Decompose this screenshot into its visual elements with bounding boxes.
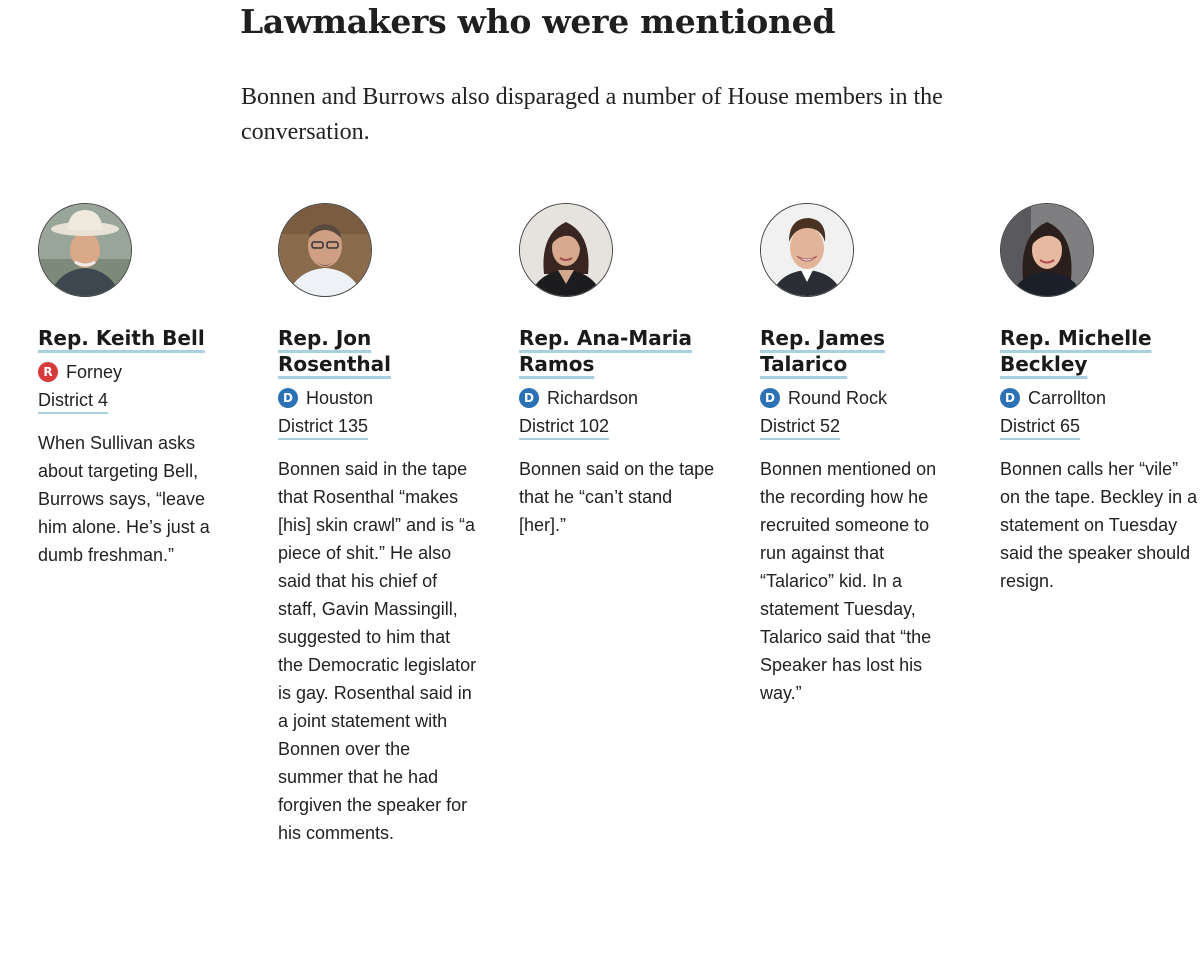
avatar [1000, 203, 1094, 297]
portrait-photo [39, 204, 131, 296]
lawmaker-card-ana-maria-ramos [519, 203, 719, 539]
district-link[interactable]: District 135 [278, 414, 368, 440]
party-city [519, 385, 719, 411]
portrait-photo [761, 204, 853, 296]
lawmaker-name[interactable]: Rep. Ana-Maria Ramos [519, 326, 692, 376]
lawmaker-description: Bonnen mentioned on the recording how he recruited someone to run against that “Talarico” kid. In a statement Tuesday, Talarico said that “the Speaker has lost his way.” [760, 459, 937, 703]
lawmaker-card-michelle-beckley [1000, 203, 1200, 595]
district-link[interactable]: District 65 [1000, 414, 1080, 440]
avatar [278, 203, 372, 297]
portrait-photo [1001, 204, 1093, 296]
city: Round Rock [788, 387, 888, 408]
city: Houston [306, 387, 374, 408]
lawmaker-card-keith-bell [38, 203, 238, 569]
lawmaker-name[interactable]: Rep. Keith Bell [38, 326, 205, 350]
city: Carrollton [1028, 387, 1107, 408]
intro-paragraph: Bonnen and Burrows also disparaged a number of House members in the conversation. [241, 84, 943, 145]
lawmaker-card-james-talarico [760, 203, 960, 707]
portrait-photo [520, 204, 612, 296]
city: Richardson [547, 387, 639, 408]
lawmaker-description: Bonnen calls her “vile” on the tape. Beckley in a statement on Tuesday said the speaker should resign. [1000, 459, 1198, 591]
city: Forney [66, 361, 123, 382]
lawmaker-name[interactable]: Rep. Jon Rosenthal [278, 326, 391, 376]
party-badge: D [1000, 388, 1020, 408]
lawmaker-description: When Sullivan asks about targeting Bell, Burrows says, “leave him alone. He’s just a dumb freshman.” [38, 433, 210, 565]
page-title: Lawmakers who were mentioned [240, 2, 836, 41]
avatar [38, 203, 132, 297]
party-badge: R [38, 362, 58, 382]
district-link[interactable]: District 52 [760, 414, 840, 440]
party-badge: D [519, 388, 539, 408]
lawmaker-description: Bonnen said on the tape that he “can’t stand [her].” [519, 459, 715, 535]
party-badge: D [760, 388, 780, 408]
portrait-photo [279, 204, 371, 296]
lawmaker-name[interactable]: Rep. James Talarico [760, 326, 886, 376]
party-city [760, 385, 960, 411]
party-city [278, 385, 478, 411]
district-link[interactable]: District 102 [519, 414, 609, 440]
party-city [38, 359, 238, 385]
party-city [1000, 385, 1200, 411]
party-badge: D [278, 388, 298, 408]
lawmaker-name[interactable]: Rep. Michelle Beckley [1000, 326, 1152, 376]
lawmaker-description: Bonnen said in the tape that Rosenthal “makes [his] skin crawl” and is “a piece of shit.” He also said that his chief of staff, Gavin Massingill, suggested to him that the Democratic legislator is gay. Rosenthal said in a joint statement with Bonnen over the summer that he had forgiven the speaker for his comments. [278, 459, 477, 843]
district-link[interactable]: District 4 [38, 388, 108, 414]
avatar [519, 203, 613, 297]
avatar [760, 203, 854, 297]
lawmaker-card-jon-rosenthal [278, 203, 478, 847]
